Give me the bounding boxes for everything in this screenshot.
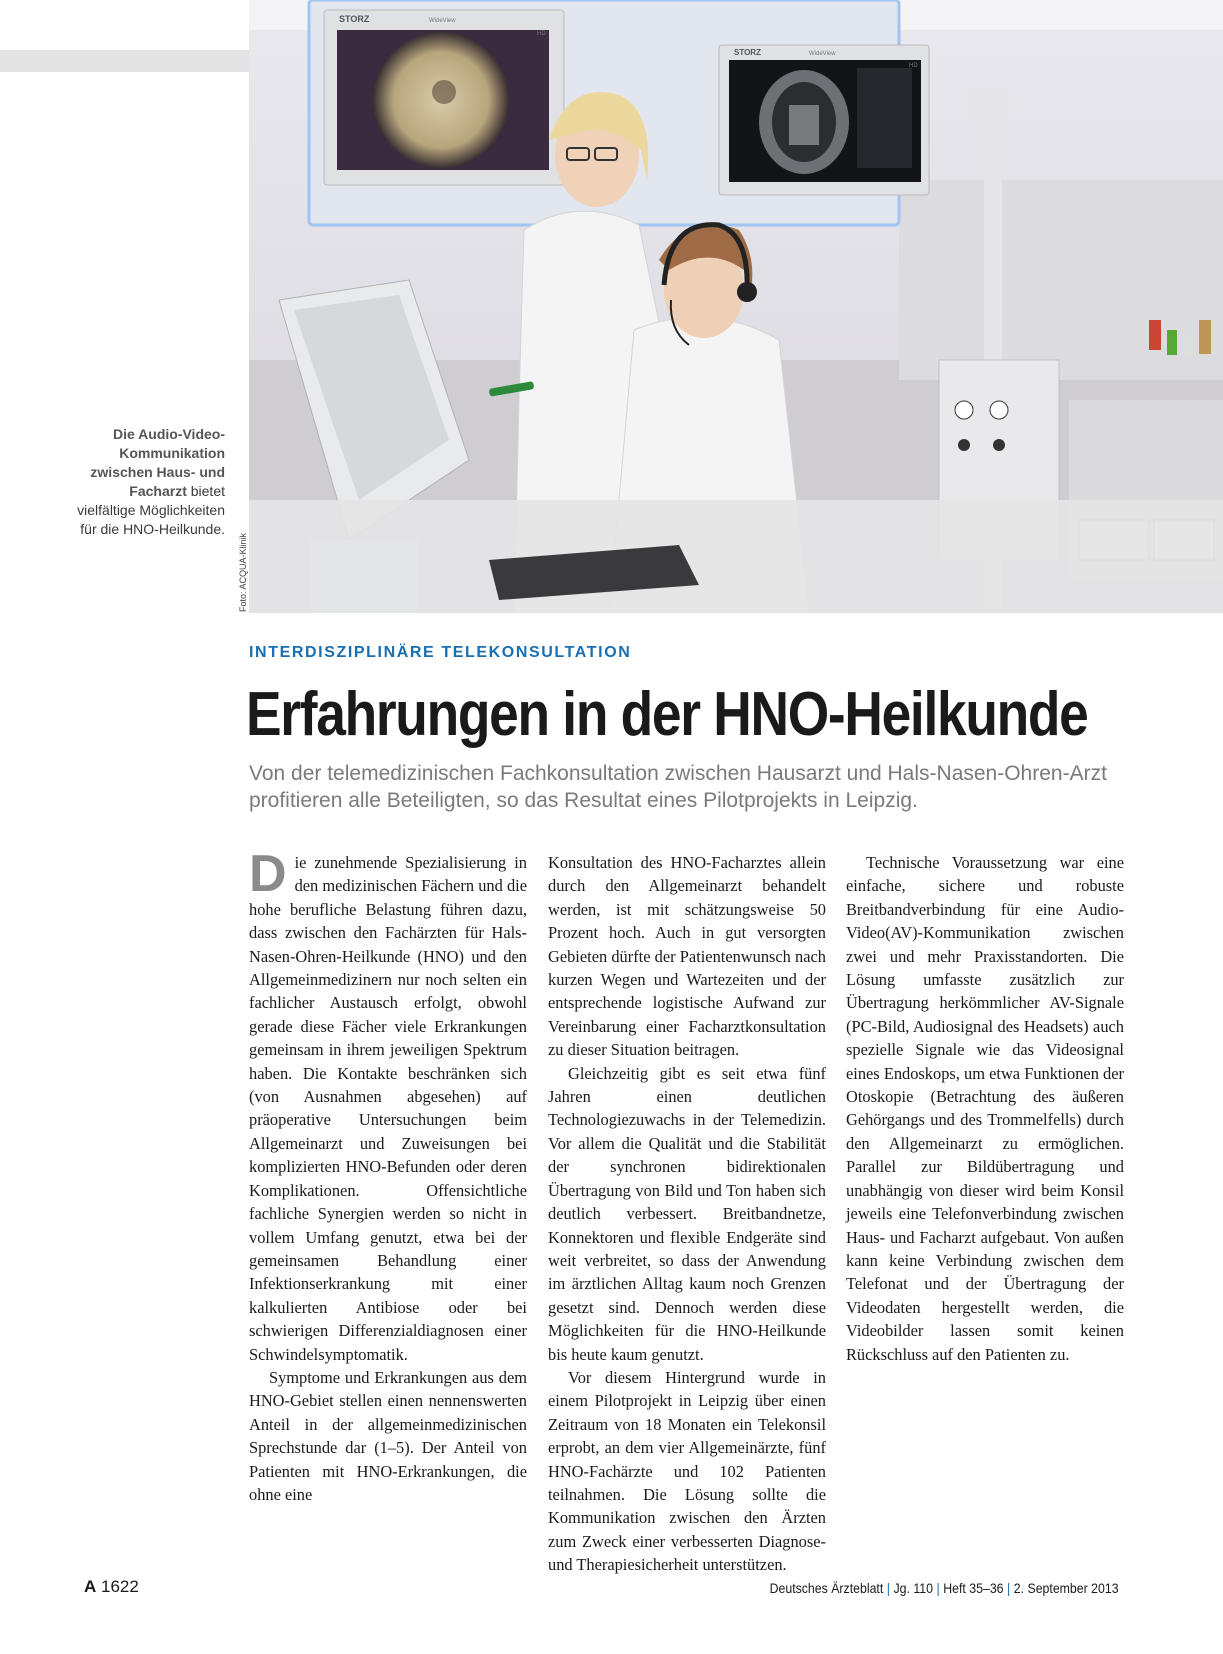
journal-name: Deutsches Ärzteblatt xyxy=(770,1580,884,1596)
page-number xyxy=(84,1577,139,1597)
ct-monitor xyxy=(719,45,929,195)
footer-separator: | xyxy=(1007,1580,1011,1596)
article-kicker: INTERDISZIPLINÄRE TELEKONSULTATION xyxy=(249,644,632,661)
journal-date: 2. September 2013 xyxy=(1014,1580,1119,1596)
article-lead: Von der telemedizinischen Fachkonsultation zwischen Hausarzt und Hals-Nasen-Ohren-Arzt profitieren alle Beteiligten, so das Resultat eines Pilotprojekts in Leipzig. xyxy=(249,762,1107,812)
caption-bold: Die Audio-Video-Kommunikation zwischen Haus- und Facharzt xyxy=(90,426,225,499)
svg-text:WideView: WideView xyxy=(809,51,836,57)
svg-text:STORZ: STORZ xyxy=(734,48,761,57)
footer-separator: | xyxy=(936,1580,941,1596)
svg-text:HD: HD xyxy=(909,63,918,69)
article-headline: Erfahrungen in der HNO-Heilkunde xyxy=(246,680,1088,749)
endoscope-monitor xyxy=(324,10,564,185)
photo-caption xyxy=(70,425,225,539)
monitor-brand: STORZ xyxy=(339,14,370,24)
footer-separator: | xyxy=(887,1580,891,1596)
journal-issue: Heft 35–36 xyxy=(943,1580,1004,1596)
paragraph-text: ie zunehmende Spezialisierung in den medizinischen Fächern und die hohe berufliche Belastung führen dazu, dass zwischen den Fachärzten für Hals-Nasen-Ohren-Heilkunde (HNO) und den Allgemeinmedizinern nur noch selten ein fachlicher Austausch erfolgt, obwohl gerade diese Fächer viele Erkrankungen gemeinsam in ihrem jeweiligen Spektrum haben. Die Kontakte beschränken sich (von Ausnahmen abgesehen) auf präoperative Untersuchungen beim Allgemeinarzt und Zuweisungen bei komplizierten HNO-Befunden oder deren Komplikationen. Offensichtliche fachliche Synergien werden so nicht in vollem Umfang genutzt, etwa bei der gemeinsamen Behandlung einer Infektionserkrankung mit einer kalkulierten Antibiose oder bei schwierigen Differenzialdiagnosen einer Schwindelsymptomatik. xyxy=(249,853,527,1364)
journal-volume: Jg. 110 xyxy=(893,1580,934,1596)
page-prefix: A xyxy=(84,1577,97,1596)
paragraph: Technische Voraussetzung war eine einfache, sichere und robuste Breitbandverbindung für eine Audio-Video(AV)-Kommunikation zwischen zwei und mehr Praxisstandorten. Die Lösung umfasste zusätzlich zur Übertragung herkömmlicher AV-Signale (PC-Bild, Audiosignal des Headsets) auch spezielle Signale wie das Videosignal eines Endoskops, um etwa Funktionen der Otoskopie (Betrachtung des äußeren Gehörgangs und des Trommelfells) durch den Allgemeinarzt zu ermöglichen. Parallel zur Bildübertragung und unabhängig von dieser wird beim Konsil jeweils eine Telefonverbindung zwischen Haus- und Facharzt aufgebaut. Von außen kann keine Verbindung zwischen dem Telefonat und der Übertragung der Videodaten hergestellt werden, die Videobilder lassen somit keinen Rückschluss auf den Patienten zu. xyxy=(846,853,1124,1364)
caption-text: bietet vielfältige Möglichkeiten für die HNO-Heilkunde. xyxy=(77,483,225,537)
photo-credit: Foto: ACQUA-Klinik xyxy=(238,532,248,612)
body-column-3 xyxy=(846,851,1124,1366)
drop-cap: D xyxy=(249,845,287,903)
paragraph: Konsultation des HNO-Facharztes allein durch den Allgemeinarzt behandelt werden, ist mit schätzungsweise 50 Prozent hoch. Auch in gut versorgten Gebieten dürfte der Patientenwunsch nach kurzen Wegen und Wartezeiten und der entsprechende logistische Aufwand zur Vereinbarung einer Facharztkonsultation zu dieser Situation beitragen. xyxy=(548,853,826,1060)
article-photo xyxy=(249,0,1223,613)
body-column-2 xyxy=(548,851,826,1577)
paragraph: Symptome und Erkrankungen aus dem HNO-Gebiet stellen einen nennenswerten Anteil in der allgemeinmedizinischen Sprechstunde dar (1–5). Der Anteil von Patienten mit HNO-Erkrankungen, die ohne eine xyxy=(249,1367,527,1504)
paragraph: Vor diesem Hintergrund wurde in einem Pilotprojekt in Leipzig über einen Zeitraum von 18 Monaten ein Telekonsil erprobt, an dem vier Allgemeinärzte, fünf HNO-Fachärzte und 102 Patienten teilnahmen. Die Lösung sollte die Kommunikation zwischen den Ärzten zum Zweck einer verbesserten Diagnose- und Therapiesicherheit unterstützen. xyxy=(548,1367,826,1575)
body-column-1 xyxy=(249,845,527,1506)
monitor-badge: HD xyxy=(537,31,546,37)
paragraph xyxy=(249,845,527,1366)
paragraph: Gleichzeitig gibt es seit etwa fünf Jahren einen deutlichen Technologiezuwachs in der Telemedizin. Vor allem die Qualität und die Stabilität der synchronen bidirektionalen Übertragung von Bild und Ton haben sich deutlich verbessert. Breitbandnetze, Konnektoren und flexible Endgeräte sind weit verbreitet, so dass der Anwendung im ärztlichen Alltag kaum noch Grenzen gesetzt sind. Dennoch werden diese Möglichkeiten für die HNO-Heilkunde bis heute kaum genutzt. xyxy=(548,1063,826,1364)
header-gray-bar xyxy=(0,50,250,72)
journal-footer xyxy=(770,1580,1119,1596)
page-number-value: 1622 xyxy=(101,1577,139,1596)
monitor-label: WideView xyxy=(429,18,456,24)
